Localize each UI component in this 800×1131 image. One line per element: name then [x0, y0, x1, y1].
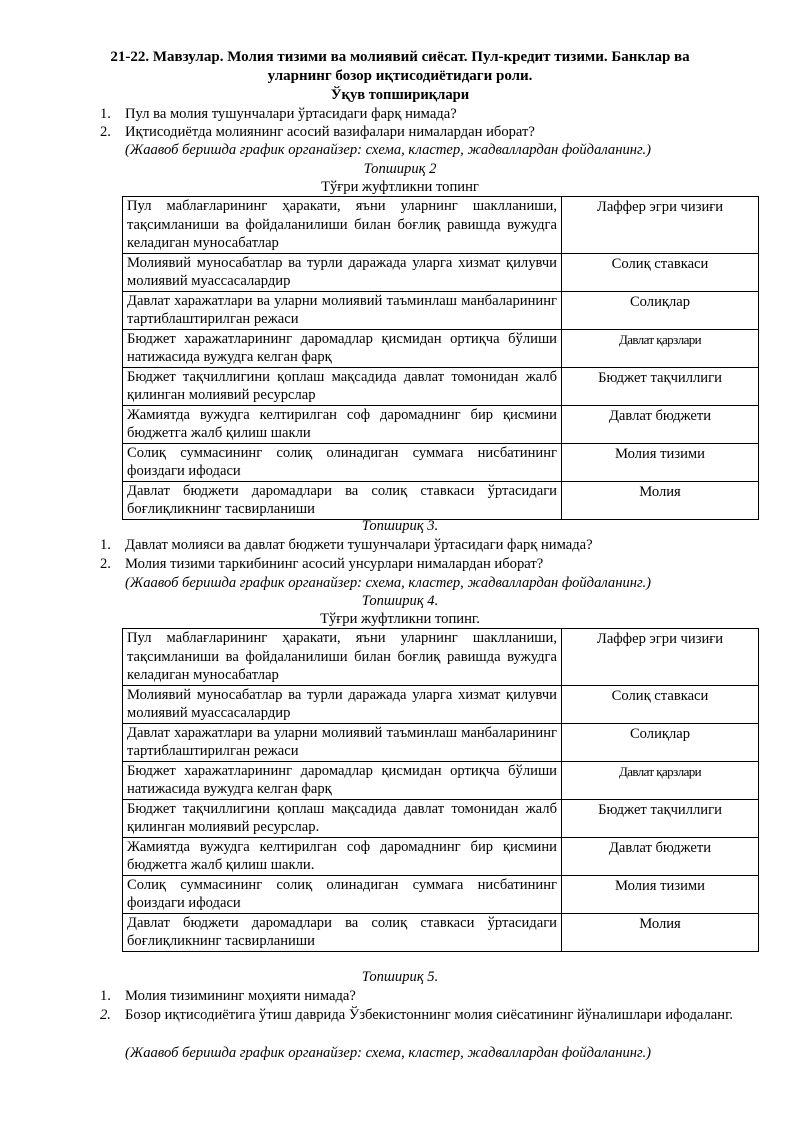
definition-cell: Бюджет харажатларининг даромадлар қисмидан ортиқча бўлиши натижасида вужудга келган фарқ: [123, 761, 562, 799]
term-cell: Бюджет тақчиллиги: [562, 799, 759, 837]
question-text: Иқтисодиётда молиянинг асосий вазифалари нималардан иборат?: [125, 124, 535, 140]
term-cell: Давлат қарзлари: [562, 761, 759, 799]
document-title: [80, 48, 720, 86]
term-cell: Бюджет тақчиллиги: [562, 367, 759, 405]
term-cell: Молия: [562, 481, 759, 519]
definition-cell: Молиявий муносабатлар ва турли даражада уларга хизмат қилувчи молиявий муассасалардир: [123, 685, 562, 723]
definition-cell: Давлат харажатлари ва уларни молиявий таъминлаш манбаларининг тартиблаштирилган режаси: [123, 723, 562, 761]
term-cell: Лаффер эгри чизиғи: [562, 197, 759, 254]
term-cell: Солиқ ставкаси: [562, 253, 759, 291]
term-cell: Лаффер эгри чизиғи: [562, 629, 759, 686]
question-number: 2.: [100, 556, 111, 572]
definition-cell: Жамиятда вужудга келтирилган соф даромаднинг бир қисмини бюджетга жалб қилиш шакли: [123, 405, 562, 443]
definition-cell: Молиявий муносабатлар ва турли даражада уларга хизмат қилувчи молиявий муассасалардир: [123, 253, 562, 291]
table-row: [123, 629, 759, 686]
answer-note: (Жаавоб беришда график органайзер: схема, кластер, жадваллардан фойдаланинг.): [125, 575, 651, 591]
table-row: [123, 913, 759, 951]
answer-note: (Жаавоб беришда график органайзер: схема, кластер, жадваллардан фойдаланинг.): [125, 1045, 651, 1061]
table-row: [123, 875, 759, 913]
definition-cell: Солиқ суммасининг солиқ олинадиган суммага нисбатининг фоиздаги ифодаси: [123, 875, 562, 913]
term-cell: Солиқ ставкаси: [562, 685, 759, 723]
definition-cell: Солиқ суммасининг солиқ олинадиган суммага нисбатининг фоиздаги ифодаси: [123, 443, 562, 481]
table-row: [123, 253, 759, 291]
table-row: [123, 291, 759, 329]
question-text: Пул ва молия тушунчалари ўртасидаги фарқ нимада?: [125, 106, 457, 122]
table-row: [123, 799, 759, 837]
definition-cell: Бюджет харажатларининг даромадлар қисмидан ортиқча бўлиши натижасида вужудга келган фарқ: [123, 329, 562, 367]
definition-cell: Пул маблағларининг ҳаракати, яъни уларнинг шаклланиши, тақсимланиши ва фойдаланилиши билан боғлиқ равишда вужудга келадиган муносабатлар: [123, 197, 562, 254]
definition-cell: Давлат бюджети даромадлари ва солиқ ставкаси ўртасидаги боғлиқликнинг тасвирланиши: [123, 481, 562, 519]
question-number: 1.: [100, 537, 111, 553]
table-row: [123, 197, 759, 254]
definition-cell: Пул маблағларининг ҳаракати, яъни уларнинг шаклланиши, тақсимланиши ва фойдаланилиши билан боғлиқ равишда вужудга келадиган муносабатлар: [123, 629, 562, 686]
question-text: Молия тизими таркибининг асосий унсурлари нималардан иборат?: [125, 556, 544, 572]
term-cell: Давлат бюджети: [562, 405, 759, 443]
definition-cell: Бюджет тақчиллигини қоплаш мақсадида давлат томонидан жалб қилинган молиявий ресурслар: [123, 367, 562, 405]
matching-table-task2: [122, 196, 759, 520]
term-cell: Давлат қарзлари: [562, 329, 759, 367]
table-row: [123, 723, 759, 761]
question-number: 2.: [100, 124, 111, 140]
definition-cell: Жамиятда вужудга келтирилган соф даромаднинг бир қисмини бюджетга жалб қилиш шакли.: [123, 837, 562, 875]
answer-note: (Жаавоб беришда график органайзер: схема, кластер, жадваллардан фойдаланинг.): [125, 142, 651, 158]
term-cell: Солиқлар: [562, 291, 759, 329]
definition-cell: Давлат харажатлари ва уларни молиявий таъминлаш манбаларининг тартиблаштирилган режаси: [123, 291, 562, 329]
table-row: [123, 443, 759, 481]
term-cell: Солиқлар: [562, 723, 759, 761]
task-heading: Топшириқ 3.: [361, 518, 439, 534]
title-line-2: уларнинг бозор иқтисодиётидаги роли.: [267, 68, 533, 84]
task-heading: Топшириқ 2: [363, 161, 437, 177]
table-row: [123, 837, 759, 875]
table-row: [123, 481, 759, 519]
task-heading: Топшириқ 5.: [361, 969, 439, 985]
term-cell: Молия тизими: [562, 875, 759, 913]
title-line-1: 21-22. Мавзулар. Молия тизими ва молиявий сиёсат. Пул-кредит тизими. Банклар ва: [110, 49, 690, 65]
document-subtitle: Ўқув топшириқлари: [330, 87, 470, 103]
table-row: [123, 405, 759, 443]
table-row: [123, 685, 759, 723]
question-number: 1.: [100, 106, 111, 122]
term-cell: Давлат бюджети: [562, 837, 759, 875]
definition-cell: Бюджет тақчиллигини қоплаш мақсадида давлат томонидан жалб қилинган молиявий ресурслар.: [123, 799, 562, 837]
table-caption: Тўғри жуфтликни топинг: [321, 179, 479, 195]
question-number: 1.: [100, 988, 111, 1004]
matching-table-task4: [122, 628, 759, 952]
question-text: Бозор иқтисодиётига ўтиш даврида Ўзбекистоннинг молия сиёсатининг йўналишлари ифодаланг.: [125, 1007, 734, 1023]
table-row: [123, 367, 759, 405]
table-row: [123, 761, 759, 799]
table-caption: Тўғри жуфтликни топинг.: [320, 611, 480, 627]
table-row: [123, 329, 759, 367]
question-text: Давлат молияси ва давлат бюджети тушунчалари ўртасидаги фарқ нимада?: [125, 537, 593, 553]
question-number: 2.: [100, 1007, 111, 1023]
definition-cell: Давлат бюджети даромадлари ва солиқ ставкаси ўртасидаги боғлиқликнинг тасвирланиши: [123, 913, 562, 951]
term-cell: Молия: [562, 913, 759, 951]
question-text: Молия тизимининг моҳияти нимада?: [125, 988, 356, 1004]
task-heading: Топшириқ 4.: [361, 593, 439, 609]
term-cell: Молия тизими: [562, 443, 759, 481]
